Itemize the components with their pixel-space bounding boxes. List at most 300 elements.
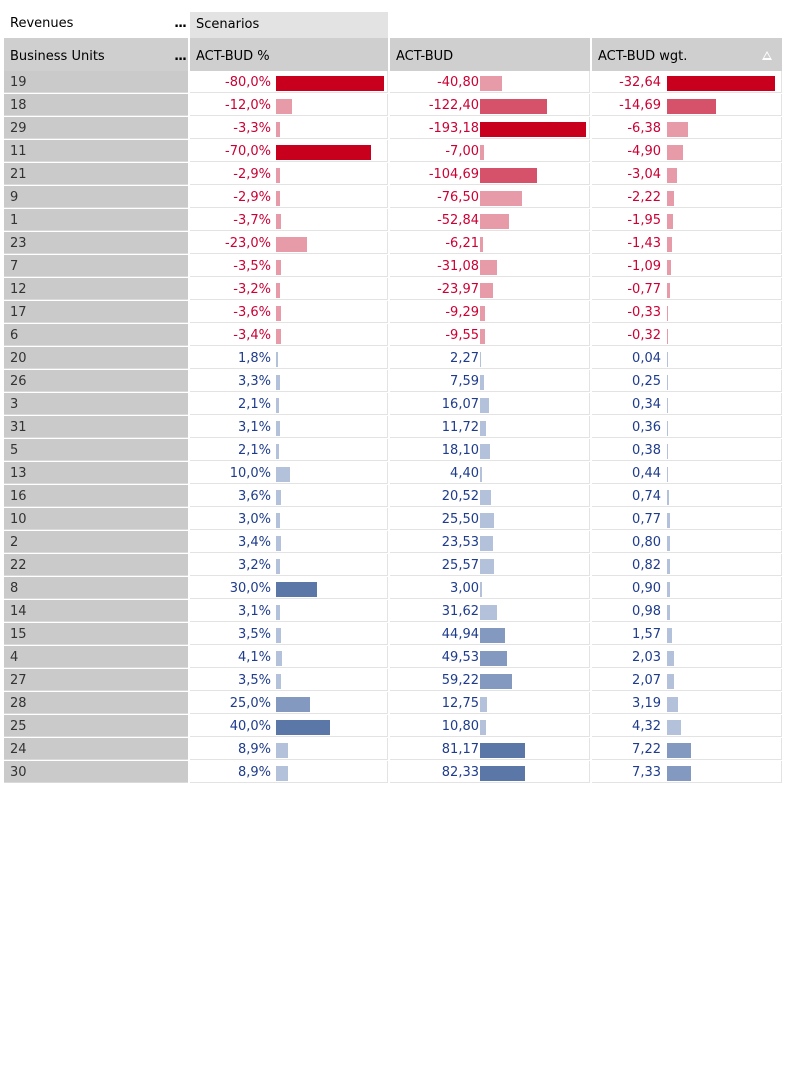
variance-bar	[276, 237, 307, 252]
table-row[interactable]	[0, 600, 790, 623]
value-cell-pct[interactable]	[190, 439, 388, 461]
value-cell-diff[interactable]	[390, 623, 590, 645]
variance-bar	[667, 582, 670, 597]
value-cell-pct[interactable]	[190, 669, 388, 691]
value-cell-wgt[interactable]	[592, 416, 782, 438]
business-unit-cell[interactable]: 19	[4, 71, 188, 93]
cell-value: 4,1%	[237, 650, 271, 665]
value-cell-diff[interactable]	[390, 347, 590, 369]
table-row[interactable]	[0, 255, 790, 278]
variance-bar	[276, 375, 280, 390]
value-cell-diff[interactable]	[390, 71, 590, 93]
value-cell-wgt[interactable]	[592, 761, 782, 783]
table-row[interactable]	[0, 163, 790, 186]
variance-bar	[667, 99, 716, 114]
business-unit-cell[interactable]: 9	[4, 186, 188, 208]
value-cell-wgt[interactable]	[592, 370, 782, 392]
variance-bar	[480, 191, 522, 206]
business-unit-cell[interactable]: 8	[4, 577, 188, 599]
table-row[interactable]	[0, 439, 790, 462]
variance-bar	[667, 674, 674, 689]
value-cell-pct[interactable]	[190, 71, 388, 93]
table-row[interactable]	[0, 646, 790, 669]
cell-value: 1,57	[632, 627, 661, 642]
variance-bar	[276, 99, 292, 114]
variance-bar	[480, 467, 482, 482]
cell-value: -3,04	[627, 167, 661, 182]
value-cell-wgt[interactable]	[592, 347, 782, 369]
value-cell-pct[interactable]	[190, 508, 388, 530]
value-cell-pct[interactable]	[190, 462, 388, 484]
column-header-act-bud-pct[interactable]	[190, 38, 388, 71]
variance-bar	[667, 168, 677, 183]
variance-bar	[667, 559, 670, 574]
variance-bar	[667, 651, 674, 666]
variance-bar	[667, 191, 674, 206]
value-cell-diff[interactable]	[390, 140, 590, 162]
value-cell-diff[interactable]	[390, 439, 590, 461]
table-row[interactable]	[0, 232, 790, 255]
business-unit-cell[interactable]: 29	[4, 117, 188, 139]
business-unit-cell[interactable]: 26	[4, 370, 188, 392]
value-cell-diff[interactable]	[390, 393, 590, 415]
table-row[interactable]	[0, 738, 790, 761]
value-cell-diff[interactable]	[390, 94, 590, 116]
table-row[interactable]	[0, 301, 790, 324]
sort-ascending-triangle-icon[interactable]	[762, 51, 772, 60]
cell-value: -3,4%	[233, 328, 271, 343]
cell-value: 3,1%	[237, 420, 271, 435]
business-unit-cell[interactable]: 31	[4, 416, 188, 438]
cell-value: 81,17	[441, 742, 479, 757]
variance-bar	[480, 536, 493, 551]
variance-bar	[480, 513, 494, 528]
value-cell-diff[interactable]	[390, 508, 590, 530]
value-cell-wgt[interactable]	[592, 646, 782, 668]
value-cell-wgt[interactable]	[592, 117, 782, 139]
variance-bar	[667, 628, 672, 643]
value-cell-diff[interactable]	[390, 370, 590, 392]
value-cell-pct[interactable]	[190, 646, 388, 668]
value-cell-pct[interactable]	[190, 186, 388, 208]
table-row[interactable]	[0, 715, 790, 738]
table-row[interactable]	[0, 393, 790, 416]
variance-bar	[276, 766, 288, 781]
business-unit-cell[interactable]: 2	[4, 531, 188, 553]
value-cell-pct[interactable]	[190, 531, 388, 553]
cell-value: 0,25	[632, 374, 661, 389]
value-cell-wgt[interactable]	[592, 393, 782, 415]
business-unit-cell[interactable]: 7	[4, 255, 188, 277]
business-unit-cell[interactable]: 11	[4, 140, 188, 162]
table-row[interactable]	[0, 324, 790, 347]
variance-bar	[480, 628, 505, 643]
variance-bar	[276, 674, 281, 689]
cell-value: 0,34	[632, 397, 661, 412]
value-cell-diff[interactable]	[390, 117, 590, 139]
value-cell-diff[interactable]	[390, 669, 590, 691]
variance-bar	[667, 720, 681, 735]
variance-bar	[667, 697, 678, 712]
cell-value: -3,2%	[233, 282, 271, 297]
value-cell-wgt[interactable]	[592, 232, 782, 254]
business-unit-cell[interactable]: 6	[4, 324, 188, 346]
cell-value: 3,00	[450, 581, 479, 596]
value-cell-pct[interactable]	[190, 232, 388, 254]
table-row[interactable]	[0, 71, 790, 94]
table-row[interactable]	[0, 94, 790, 117]
value-cell-pct[interactable]	[190, 715, 388, 737]
value-cell-diff[interactable]	[390, 485, 590, 507]
cell-value: 7,33	[632, 765, 661, 780]
business-unit-cell[interactable]: 10	[4, 508, 188, 530]
variance-bar	[480, 582, 482, 597]
value-cell-pct[interactable]	[190, 485, 388, 507]
variance-bar	[276, 559, 280, 574]
business-unit-cell[interactable]: 27	[4, 669, 188, 691]
variance-bar	[276, 122, 280, 137]
variance-bar	[276, 651, 282, 666]
cell-value: 10,0%	[229, 466, 271, 481]
variance-bar	[480, 145, 484, 160]
value-cell-wgt[interactable]	[592, 485, 782, 507]
cell-value: 11,72	[441, 420, 479, 435]
variance-bar	[480, 651, 507, 666]
value-cell-wgt[interactable]	[592, 600, 782, 622]
cell-value: -7,00	[445, 144, 479, 159]
table-row[interactable]	[0, 761, 790, 784]
cell-value: -12,0%	[225, 98, 271, 113]
cell-value: 31,62	[441, 604, 479, 619]
variance-bar	[667, 306, 668, 321]
cell-value: 0,36	[632, 420, 661, 435]
business-unit-cell[interactable]: 28	[4, 692, 188, 714]
business-unit-cell[interactable]: 16	[4, 485, 188, 507]
business-unit-cell[interactable]: 21	[4, 163, 188, 185]
business-units-menu-dots[interactable]: ...	[174, 49, 186, 64]
cell-value: 40,0%	[229, 719, 271, 734]
value-cell-wgt[interactable]	[592, 715, 782, 737]
cell-value: -4,90	[627, 144, 661, 159]
value-cell-wgt[interactable]	[592, 301, 782, 323]
cell-value: 3,2%	[237, 558, 271, 573]
value-cell-pct[interactable]	[190, 692, 388, 714]
table-row[interactable]	[0, 117, 790, 140]
business-unit-cell[interactable]: 30	[4, 761, 188, 783]
business-unit-cell[interactable]: 13	[4, 462, 188, 484]
column-header-label: ACT-BUD wgt.	[598, 49, 688, 64]
cell-value: -1,09	[627, 259, 661, 274]
variance-bar	[276, 582, 317, 597]
column-header-act-bud[interactable]	[390, 38, 590, 71]
cell-value: 3,19	[632, 696, 661, 711]
cell-value: -104,69	[428, 167, 479, 182]
cell-value: 0,80	[632, 535, 661, 550]
value-cell-wgt[interactable]	[592, 439, 782, 461]
value-cell-diff[interactable]	[390, 416, 590, 438]
value-cell-pct[interactable]	[190, 738, 388, 760]
variance-bar	[667, 467, 668, 482]
business-unit-cell[interactable]: 20	[4, 347, 188, 369]
cell-value: 7,59	[450, 374, 479, 389]
business-units-header[interactable]	[4, 38, 188, 71]
cell-value: 0,04	[632, 351, 661, 366]
value-cell-pct[interactable]	[190, 416, 388, 438]
variance-bar	[667, 122, 688, 137]
cell-value: -52,84	[437, 213, 479, 228]
value-cell-pct[interactable]	[190, 117, 388, 139]
variance-bar	[276, 214, 281, 229]
cell-value: 44,94	[441, 627, 479, 642]
value-cell-pct[interactable]	[190, 278, 388, 300]
cell-value: -3,6%	[233, 305, 271, 320]
cell-value: 0,38	[632, 443, 661, 458]
table-row[interactable]	[0, 623, 790, 646]
value-cell-wgt[interactable]	[592, 163, 782, 185]
cell-value: 23,53	[441, 535, 479, 550]
value-cell-pct[interactable]	[190, 393, 388, 415]
variance-bar	[276, 536, 281, 551]
measure-selector[interactable]	[4, 12, 188, 36]
table-row[interactable]	[0, 209, 790, 232]
measure-menu-dots[interactable]: ...	[174, 16, 186, 31]
value-cell-wgt[interactable]	[592, 278, 782, 300]
value-cell-wgt[interactable]	[592, 554, 782, 576]
column-header-label: ACT-BUD %	[196, 49, 270, 64]
business-unit-cell[interactable]: 17	[4, 301, 188, 323]
cell-value: -3,7%	[233, 213, 271, 228]
table-row[interactable]	[0, 462, 790, 485]
cell-value: 3,0%	[237, 512, 271, 527]
cell-value: 10,80	[441, 719, 479, 734]
variance-bar	[276, 421, 280, 436]
variance-bar	[480, 168, 537, 183]
value-cell-wgt[interactable]	[592, 577, 782, 599]
cell-value: -23,0%	[225, 236, 271, 251]
cell-value: 0,74	[632, 489, 661, 504]
value-cell-pct[interactable]	[190, 209, 388, 231]
table-row[interactable]	[0, 186, 790, 209]
variance-bar	[667, 766, 691, 781]
cell-value: 49,53	[441, 650, 479, 665]
cell-value: 1,8%	[237, 351, 271, 366]
value-cell-pct[interactable]	[190, 163, 388, 185]
cell-value: -14,69	[619, 98, 661, 113]
value-cell-wgt[interactable]	[592, 669, 782, 691]
business-unit-cell[interactable]: 1	[4, 209, 188, 231]
cell-value: 0,44	[632, 466, 661, 481]
value-cell-diff[interactable]	[390, 301, 590, 323]
value-cell-wgt[interactable]	[592, 462, 782, 484]
value-cell-diff[interactable]	[390, 577, 590, 599]
variance-bar	[276, 145, 371, 160]
value-cell-diff[interactable]	[390, 738, 590, 760]
cell-value: 2,1%	[237, 397, 271, 412]
value-cell-wgt[interactable]	[592, 531, 782, 553]
value-cell-wgt[interactable]	[592, 71, 782, 93]
variance-bar	[276, 306, 281, 321]
business-unit-cell[interactable]: 23	[4, 232, 188, 254]
business-unit-cell[interactable]: 22	[4, 554, 188, 576]
cell-value: 12,75	[441, 696, 479, 711]
value-cell-pct[interactable]	[190, 554, 388, 576]
value-cell-wgt[interactable]	[592, 209, 782, 231]
value-cell-diff[interactable]	[390, 163, 590, 185]
value-cell-diff[interactable]	[390, 554, 590, 576]
value-cell-diff[interactable]	[390, 646, 590, 668]
value-cell-pct[interactable]	[190, 600, 388, 622]
cell-value: -1,95	[627, 213, 661, 228]
table-row[interactable]	[0, 140, 790, 163]
cell-value: 3,5%	[237, 673, 271, 688]
business-unit-cell[interactable]: 18	[4, 94, 188, 116]
pivot-grid	[0, 71, 790, 784]
value-cell-diff[interactable]	[390, 600, 590, 622]
value-cell-diff[interactable]	[390, 209, 590, 231]
table-row[interactable]	[0, 347, 790, 370]
cell-value: -1,43	[627, 236, 661, 251]
variance-bar	[667, 398, 668, 413]
variance-bar	[480, 76, 502, 91]
cell-value: -0,77	[627, 282, 661, 297]
table-row[interactable]	[0, 577, 790, 600]
value-cell-diff[interactable]	[390, 715, 590, 737]
cell-value: 3,3%	[237, 374, 271, 389]
variance-bar	[276, 329, 281, 344]
cell-value: 25,0%	[229, 696, 271, 711]
variance-bar	[667, 214, 673, 229]
value-cell-wgt[interactable]	[592, 186, 782, 208]
business-unit-cell[interactable]: 15	[4, 623, 188, 645]
value-cell-wgt[interactable]	[592, 692, 782, 714]
value-cell-wgt[interactable]	[592, 623, 782, 645]
value-cell-wgt[interactable]	[592, 738, 782, 760]
variance-bar	[480, 398, 489, 413]
value-cell-diff[interactable]	[390, 278, 590, 300]
value-cell-pct[interactable]	[190, 324, 388, 346]
value-cell-pct[interactable]	[190, 255, 388, 277]
value-cell-pct[interactable]	[190, 623, 388, 645]
value-cell-pct[interactable]	[190, 370, 388, 392]
variance-bar	[276, 605, 280, 620]
variance-bar	[667, 743, 691, 758]
variance-bar	[480, 237, 483, 252]
table-row[interactable]	[0, 669, 790, 692]
variance-bar	[480, 766, 525, 781]
cell-value: -6,38	[627, 121, 661, 136]
value-cell-diff[interactable]	[390, 324, 590, 346]
cell-value: 3,5%	[237, 627, 271, 642]
value-cell-pct[interactable]	[190, 301, 388, 323]
cell-value: 2,27	[450, 351, 479, 366]
business-unit-cell[interactable]: 25	[4, 715, 188, 737]
value-cell-wgt[interactable]	[592, 140, 782, 162]
table-row[interactable]	[0, 692, 790, 715]
value-cell-diff[interactable]	[390, 186, 590, 208]
variance-bar	[667, 490, 669, 505]
variance-bar	[667, 352, 668, 367]
table-row[interactable]	[0, 531, 790, 554]
cell-value: 0,90	[632, 581, 661, 596]
business-unit-cell[interactable]: 12	[4, 278, 188, 300]
cell-value: 8,9%	[237, 765, 271, 780]
table-row[interactable]	[0, 370, 790, 393]
business-unit-cell[interactable]: 5	[4, 439, 188, 461]
variance-bar	[667, 421, 668, 436]
variance-bar	[667, 444, 668, 459]
business-unit-cell[interactable]: 14	[4, 600, 188, 622]
value-cell-pct[interactable]	[190, 347, 388, 369]
cell-value: 82,33	[441, 765, 479, 780]
variance-bar	[667, 375, 668, 390]
cell-value: -0,33	[627, 305, 661, 320]
variance-bar	[276, 352, 278, 367]
value-cell-diff[interactable]	[390, 761, 590, 783]
cell-value: 3,6%	[237, 489, 271, 504]
variance-bar	[480, 743, 525, 758]
table-row[interactable]	[0, 278, 790, 301]
value-cell-wgt[interactable]	[592, 94, 782, 116]
variance-bar	[667, 605, 670, 620]
variance-bar	[276, 191, 280, 206]
cell-value: -193,18	[428, 121, 479, 136]
cell-value: 16,07	[441, 397, 479, 412]
variance-bar	[276, 283, 280, 298]
scenario-dimension-header[interactable]	[190, 12, 388, 38]
cell-value: 7,22	[632, 742, 661, 757]
business-unit-cell[interactable]: 4	[4, 646, 188, 668]
column-header-act-bud-wgt[interactable]	[592, 38, 782, 71]
variance-bar	[480, 306, 485, 321]
cell-value: 2,1%	[237, 443, 271, 458]
variance-bar	[276, 513, 280, 528]
cell-value: -2,9%	[233, 167, 271, 182]
value-cell-pct[interactable]	[190, 577, 388, 599]
cell-value: 20,52	[441, 489, 479, 504]
value-cell-pct[interactable]	[190, 140, 388, 162]
table-row[interactable]	[0, 554, 790, 577]
table-row[interactable]	[0, 508, 790, 531]
variance-bar	[480, 720, 486, 735]
value-cell-wgt[interactable]	[592, 324, 782, 346]
cell-value: -80,0%	[225, 75, 271, 90]
variance-bar	[667, 329, 668, 344]
value-cell-diff[interactable]	[390, 531, 590, 553]
variance-bar	[480, 421, 486, 436]
cell-value: -23,97	[437, 282, 479, 297]
value-cell-diff[interactable]	[390, 692, 590, 714]
variance-bar	[480, 375, 484, 390]
business-unit-cell[interactable]: 24	[4, 738, 188, 760]
cell-value: -0,32	[627, 328, 661, 343]
value-cell-wgt[interactable]	[592, 508, 782, 530]
value-cell-diff[interactable]	[390, 462, 590, 484]
cell-value: 2,07	[632, 673, 661, 688]
table-row[interactable]	[0, 416, 790, 439]
business-unit-cell[interactable]: 3	[4, 393, 188, 415]
value-cell-pct[interactable]	[190, 761, 388, 783]
cell-value: 4,40	[450, 466, 479, 481]
value-cell-diff[interactable]	[390, 255, 590, 277]
variance-bar	[667, 283, 670, 298]
value-cell-wgt[interactable]	[592, 255, 782, 277]
table-row[interactable]	[0, 485, 790, 508]
value-cell-pct[interactable]	[190, 94, 388, 116]
value-cell-diff[interactable]	[390, 232, 590, 254]
variance-bar	[276, 398, 279, 413]
variance-bar	[480, 283, 493, 298]
measure-label: Revenues	[10, 16, 74, 31]
